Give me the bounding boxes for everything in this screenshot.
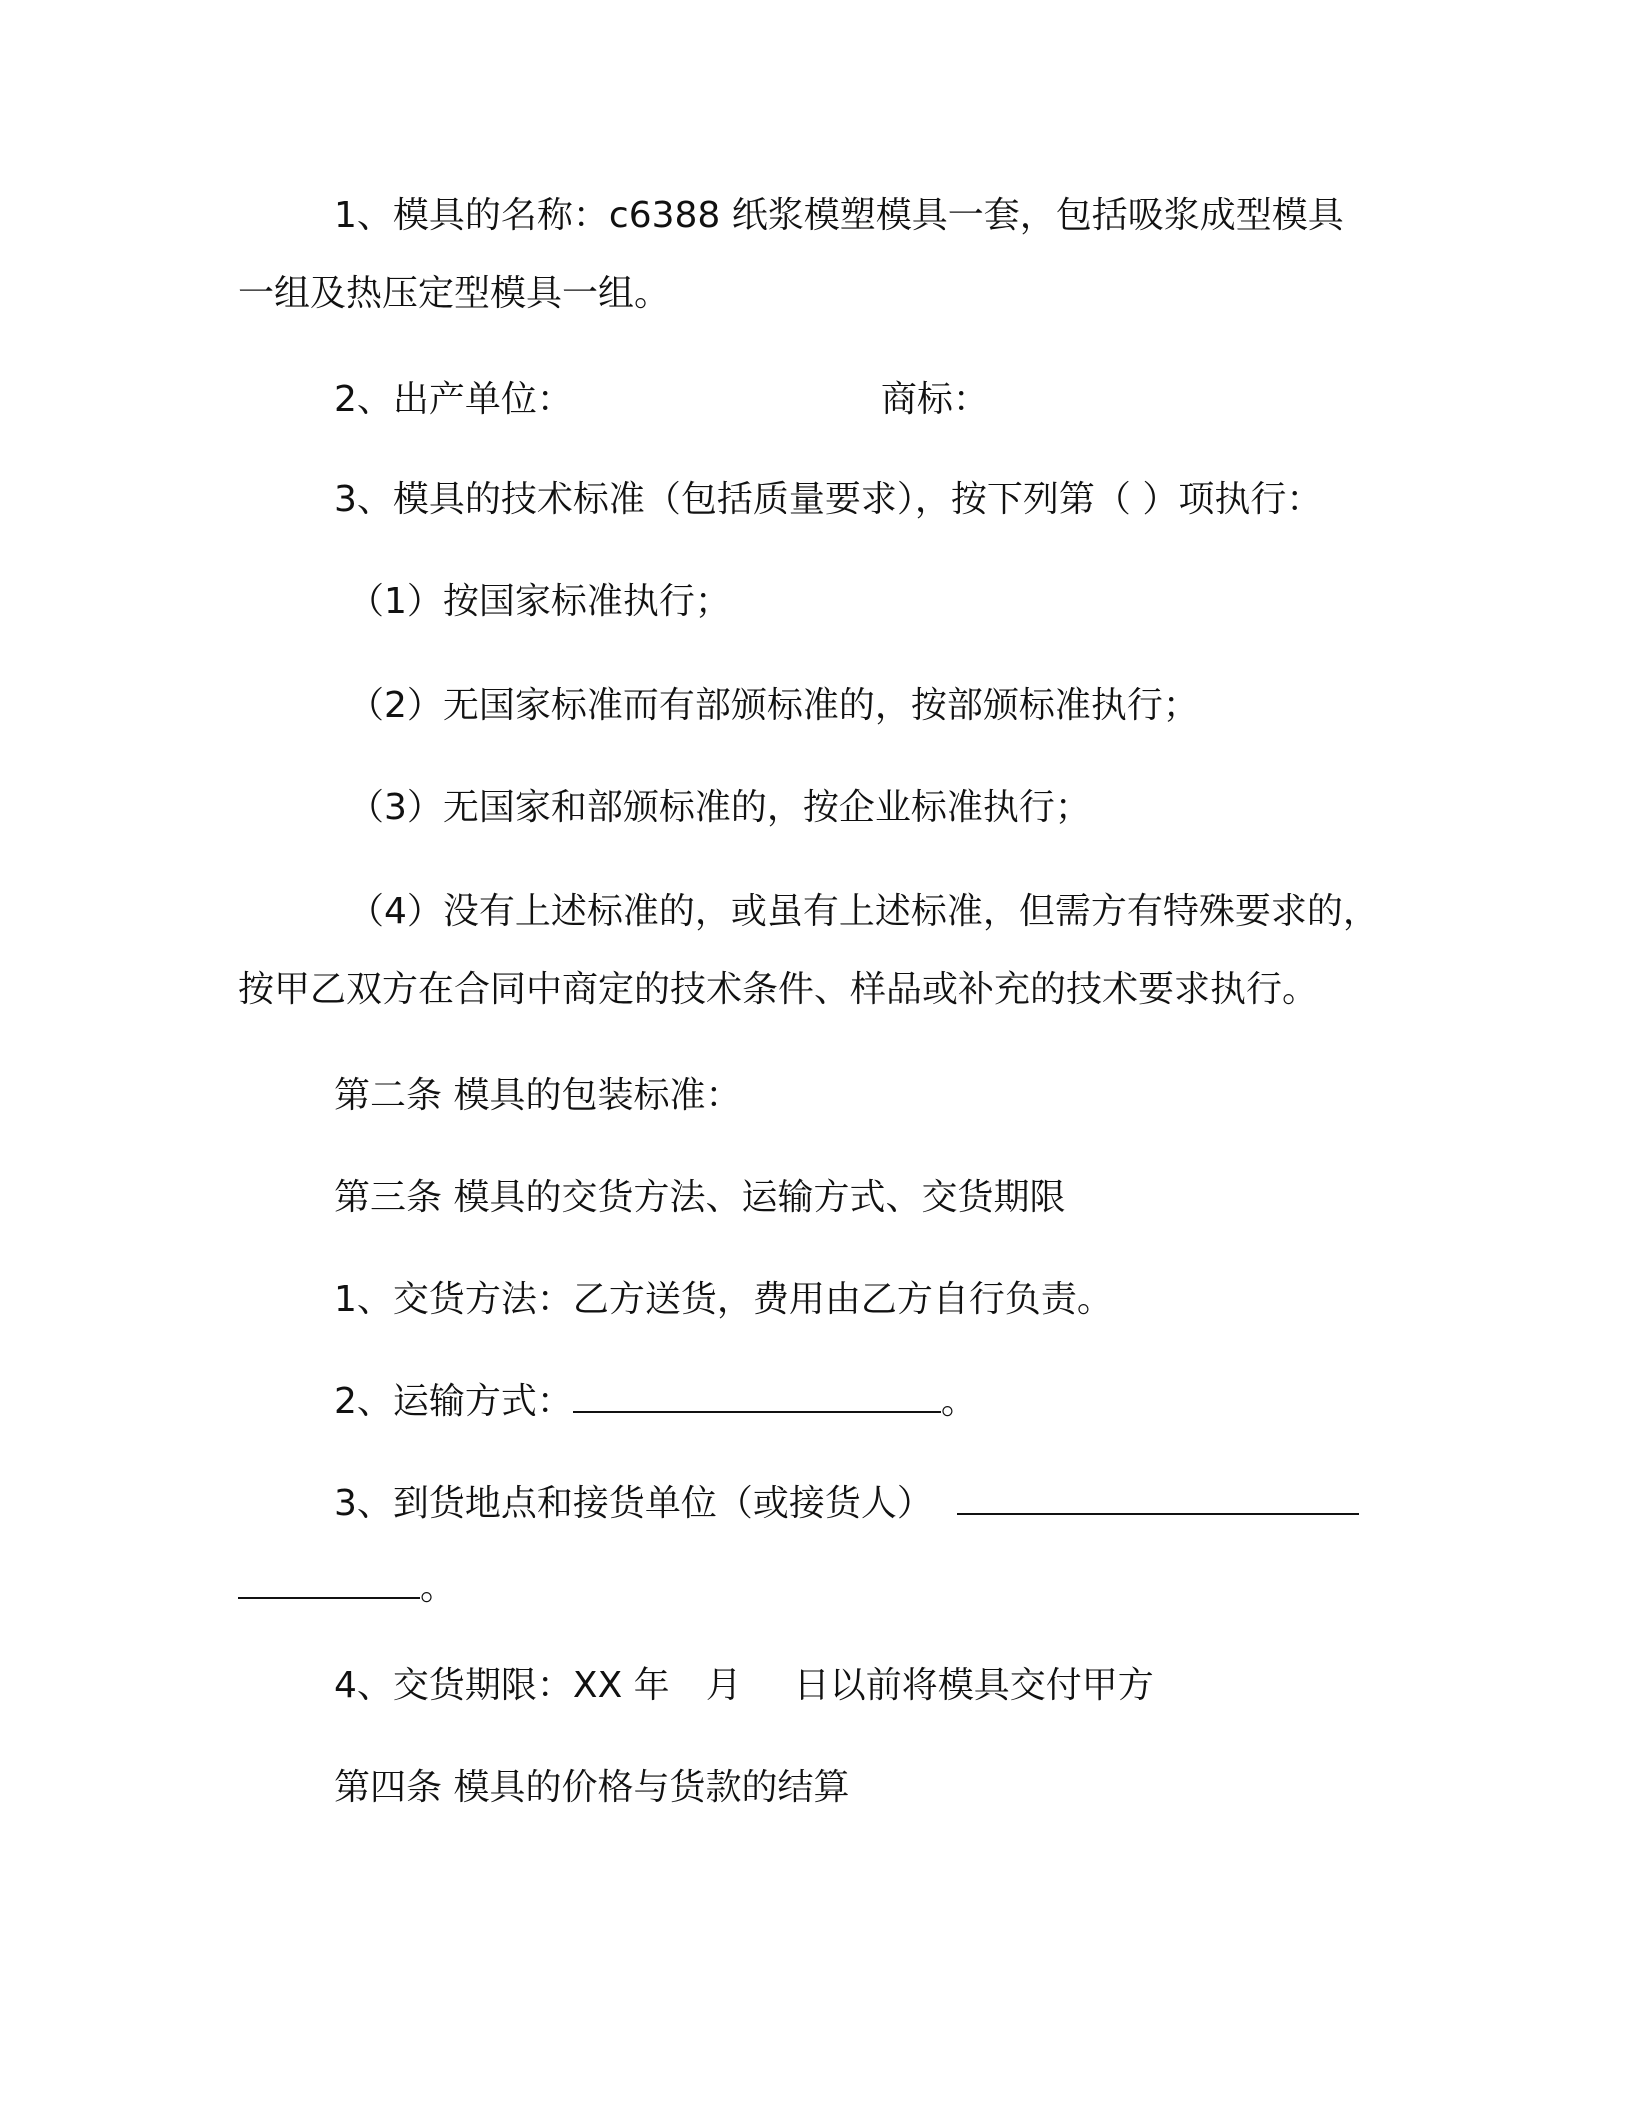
standard-3: （3）无国家和部颁标准的，按企业标准执行； (348, 787, 1091, 828)
trademark-label: 商标： (880, 379, 989, 420)
standard-2: （2）无国家标准而有部颁标准的，按部颁标准执行； (348, 685, 1199, 726)
item1-line1: 1、模具的名称：c6388 纸浆模塑模具一套，包括吸浆成型模具 (334, 195, 1344, 236)
place-label: 3、到货地点和接货单位（或接货人） (334, 1483, 933, 1524)
article-4-heading: 第四条 模具的价格与货款的结算 (334, 1767, 850, 1808)
place-blank-line-2 (238, 1567, 420, 1599)
transport-row (334, 1380, 977, 1424)
deadline-month: 月 (705, 1665, 742, 1706)
article-3-heading: 第三条 模具的交货方法、运输方式、交货期限 (334, 1177, 1066, 1218)
item2-row (334, 378, 989, 422)
standard-4-line2: 按甲乙双方在合同中商定的技术条件、样品或补充的技术要求执行。 (238, 969, 1319, 1010)
delivery-method: 1、交货方法：乙方送货，费用由乙方自行负责。 (334, 1279, 1113, 1320)
place-end: 。 (420, 1567, 457, 1608)
deadline-day: 日以前将模具交付甲方 (793, 1665, 1154, 1706)
item3-text: 3、模具的技术标准（包括质量要求），按下列第（ ）项执行： (334, 479, 1323, 520)
deadline-row (334, 1664, 1154, 1708)
standard-1: （1）按国家标准执行； (348, 581, 731, 622)
place-row-line1 (334, 1482, 1359, 1526)
place-row-line2 (238, 1566, 456, 1610)
transport-end: 。 (940, 1381, 977, 1422)
place-blank-line-1 (957, 1483, 1359, 1515)
standard-4-line1: （4）没有上述标准的，或虽有上述标准，但需方有特殊要求的， (348, 891, 1379, 932)
deadline-year: 4、交货期限：XX 年 (334, 1665, 670, 1706)
transport-blank-line (573, 1381, 941, 1413)
item1-line2: 一组及热压定型模具一组。 (238, 273, 671, 314)
transport-label: 2、运输方式： (334, 1381, 573, 1422)
producer-label: 2、出产单位： (334, 379, 573, 420)
article-2-heading: 第二条 模具的包装标准： (334, 1075, 742, 1116)
